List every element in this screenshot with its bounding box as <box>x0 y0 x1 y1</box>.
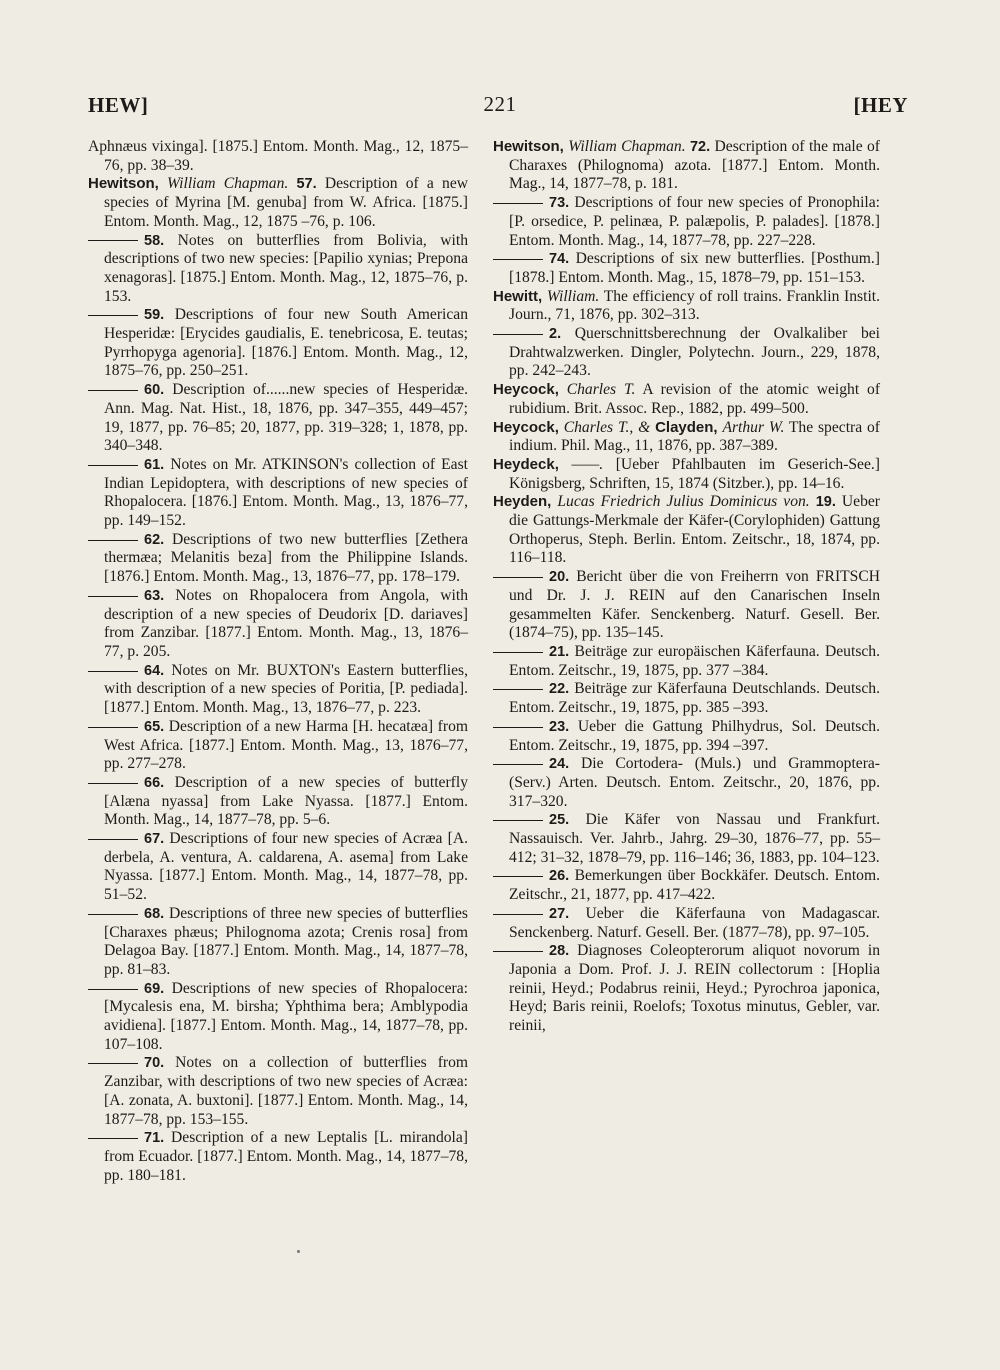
entry-text: Beiträge zur europäischen Käferfauna. Deutsch. Entom. Zeitschr., 19, 1875, pp. 377 –384. <box>509 642 880 679</box>
entry-number: 58. <box>144 232 165 249</box>
bibliography-entry <box>88 718 468 774</box>
entry-text: Beiträge zur Käferfauna Deutschlands. Deutsch. Entom. Zeitschr., 19, 1875, pp. 385 –393. <box>509 680 880 717</box>
entry-number: 27. <box>549 905 570 922</box>
entry-text: Die Cortodera- (Muls.) und Grammoptera- (Serv.) Arten. Deutsch. Entom. Zeitschr., 20, 1876, pp. 317–320. <box>509 755 880 810</box>
ditto-dash <box>88 727 138 728</box>
running-head-right: [HEY <box>853 93 908 117</box>
author-name: Heydeck, <box>493 455 559 473</box>
entry-text: Die Käfer von Nassau und Frankfurt. Nassauisch. Ver. Jahrb., Jahrg. 29–30, 1876–77, pp. 55–412; 31–32, 1878–79, pp. 116–146; 36, 1883, pp. 104–123. <box>509 811 880 866</box>
entry-text: Ueber die Gattungs-Merkmale der Käfer-(Corylophiden) Gattung Orthoperus, Steph. Berlin. Entom. Zeitschr., 18, 1874, pp. 116–118. <box>509 493 880 567</box>
entry-text: The efficiency of roll trains. Franklin Instit. Journ., 71, 1876, pp. 302–313. <box>509 287 881 324</box>
entry-text: [Ueber Pfahlbauten im Geserich-See.] Königsberg, Schriften, 15, 1874 (Sitzber.), pp. 14–16. <box>509 455 880 492</box>
entry-text: Notes on Rhopalocera from Angola, with description of a new species of Deudorix [D. dariaves] from Zanzibar. [1877.] Entom. Month. Mag., 13, 1876–77, p. 205. <box>104 586 468 660</box>
entry-number: 23. <box>549 718 570 735</box>
author-given-name: William Chapman. <box>167 175 289 193</box>
bibliography-entry <box>493 493 880 568</box>
entry-number: 61. <box>144 456 165 473</box>
ditto-dash <box>88 839 138 840</box>
entry-text: Description of a new species of butterfly [Alæna nyassa] from Lake Nyassa. [1877.] Entom. Month. Mag., 14, 1877–78, pp. 5–6. <box>104 773 468 829</box>
coauthor-name: Clayden, <box>655 418 718 436</box>
bibliography-entry <box>88 774 468 830</box>
bibliography-entry <box>88 587 468 662</box>
entry-text: Aphnæus vixinga]. [1875.] Entom. Month. Mag., 12, 1875–76, pp. 38–39. <box>88 138 468 174</box>
entry-text: Querschnittsberechnung der Ovalkaliber bei Drahtwalzwerken. Dingler, Polytechn. Journ., 229, 1878, pp. 242–243. <box>509 325 880 380</box>
ditto-dash <box>88 783 138 784</box>
ditto-dash <box>88 1063 138 1064</box>
ditto-dash <box>493 951 543 952</box>
bibliography-entry <box>493 680 880 717</box>
entry-text: Bemerkungen über Bockkäfer. Deutsch. Entom. Zeitschr., 21, 1877, pp. 417–422. <box>509 867 880 904</box>
bibliography-entry <box>88 232 468 307</box>
ditto-dash <box>493 820 543 821</box>
ditto-dash <box>88 465 138 466</box>
right-column <box>493 138 880 1036</box>
ditto-dash <box>493 689 543 690</box>
author-name: Heycock, <box>493 381 559 399</box>
bibliography-entry <box>88 1054 468 1129</box>
entry-text: Diagnoses Coleopterorum aliquot novorum in Japonia a Dom. Prof. J. J. REIN collectorum : [Hoplia reinii, Heyd.; Podabrus reinii, Heyd.; Pyrochroa japonica, Heyd; Baris reinii, Roelofs; Toxotus minutus, Gebler, var. reinii, <box>509 942 880 1035</box>
ditto-dash <box>493 764 543 765</box>
ditto-dash <box>493 876 543 877</box>
bibliography-entry <box>493 419 880 456</box>
entry-text: Ueber die Gattung Philhydrus, Sol. Deutsch. Entom. Zeitschr., 19, 1875, pp. 394 –397. <box>509 717 880 754</box>
entry-number: 59. <box>144 307 165 324</box>
author-given-name: William Chapman. <box>568 138 686 155</box>
author-given-name: William. <box>546 287 600 305</box>
bibliography-entry <box>88 531 468 587</box>
author-given-name: Lucas Friedrich Julius Dominicus von. <box>557 493 810 511</box>
bibliography-entry <box>493 811 880 867</box>
author-given-name: Charles T., & <box>563 418 656 436</box>
ditto-dash <box>88 1138 138 1139</box>
bibliography-entry <box>88 456 468 531</box>
entry-number: 2. <box>549 326 562 343</box>
entry-text: Descriptions of three new species of butterflies [Charaxes phæus; Philognoma azota; Crenis rosa] from Delagoa Bay. [1877.] Entom. Month. Mag., 14, 1877–78, pp. 81–83. <box>104 904 468 978</box>
ditto-dash <box>493 203 543 204</box>
entry-number: 57. <box>296 176 317 193</box>
entry-number: 71. <box>144 1130 165 1147</box>
entry-number: 26. <box>549 868 570 885</box>
entry-text: Description of......new species of Hesperidæ. Ann. Mag. Nat. Hist., 18, 1876, pp. 347–355, 449–457; 19, 1877, pp. 76–85; 20, 1877, pp. 319–328; 1, 1878, pp. 340–348. <box>104 381 468 455</box>
author-given-name: Charles T. <box>566 381 636 399</box>
bibliography-entry <box>88 175 468 231</box>
bibliography-entry <box>493 643 880 680</box>
entry-text: Descriptions of four new South American Hesperidæ: [Erycides gaudialis, E. tenebricosa, E. teutas; Pyrrhopyga agenoria]. [1876.] Entom. Month. Mag., 12, 1875–76, pp. 250–251. <box>104 306 468 380</box>
bibliography-entry <box>88 980 468 1055</box>
entry-number: 66. <box>144 774 165 791</box>
entry-number: 67. <box>144 831 165 848</box>
running-head-left: HEW] <box>88 93 149 117</box>
ditto-dash <box>493 334 543 335</box>
entry-text: Description of a new Harma [H. hecatæa] from West Africa. [1877.] Entom. Month. Mag., 13, 1876–77, pp. 277–278. <box>104 717 468 773</box>
entry-number: 25. <box>549 812 570 829</box>
bibliography-entry <box>88 1129 468 1185</box>
bibliography-entry <box>493 250 880 287</box>
entry-number: 22. <box>549 681 570 698</box>
entry-number: 72. <box>689 139 711 155</box>
author-name: Heyden, <box>493 493 552 511</box>
author-name: Heycock, <box>493 418 559 436</box>
entry-text: Descriptions of four new species of Acræa [A. derbela, A. ventura, A. caldarena, A. asema] from Lake Nyassa. [1877.] Entom. Month. Mag., 14, 1877–78, pp. 51–52. <box>104 830 468 904</box>
bibliography-entry <box>493 905 880 942</box>
bibliography-entry <box>493 381 880 418</box>
ditto-dash <box>88 989 138 990</box>
entry-number: 19. <box>815 494 836 511</box>
entry-number: 20. <box>549 569 570 586</box>
entry-text: Description of a new species of Myrina [M. genuba] from W. Africa. [1875.] Entom. Month. Mag., 12, 1875 –76, p. 106. <box>104 175 469 230</box>
ditto-dash <box>88 390 138 391</box>
bibliography-entry <box>493 456 880 493</box>
ditto-dash <box>493 652 543 653</box>
bibliography-entry <box>88 830 468 905</box>
bibliography-entry <box>493 194 880 250</box>
entry-text: Ueber die Käferfauna von Madagascar. Senckenberg. Naturf. Gesell. Ber. (1877–78), pp. 97–105. <box>509 904 880 941</box>
bibliography-entry <box>493 325 880 381</box>
bibliography-entry <box>88 905 468 980</box>
ditto-dash <box>493 727 543 728</box>
entry-text: Descriptions of four new species of Pronophila: [P. orsedice, P. pelinæa, P. palæpolis, P. palades]. [1878.] Entom. Month. Mag., 14, 1877–78, pp. 227–228. <box>509 194 880 249</box>
bibliography-entry <box>493 138 880 194</box>
entry-text: Descriptions of new species of Rhopalocera: [Mycalesis ena, M. birsha; Yphthima bera; Amblypodia avidiena]. [1877.] Entom. Month. Mag., 14, 1877–78, pp. 107–108. <box>104 979 468 1053</box>
entry-text: Notes on Mr. ATKINSON's collection of East Indian Lepidoptera, with descriptions of new species of Rhopalocera. [1876.] Entom. Month. Mag., 13, 1876–77, pp. 149–152. <box>104 455 468 530</box>
page-speck <box>297 1250 300 1253</box>
entry-number: 28. <box>549 943 570 960</box>
author-name: Hewitson, <box>493 138 564 155</box>
bibliography-entry <box>88 381 468 456</box>
entry-text: Description of the male of Charaxes (Philognoma) azota. [1877.] Entom. Month. Mag., 14, 1877–78, p. 181. <box>509 138 881 193</box>
bibliography-entry <box>493 568 880 643</box>
bibliography-entry <box>493 718 880 755</box>
bibliography-entry <box>88 662 468 718</box>
entry-number: 63. <box>144 587 165 604</box>
page-number: 221 <box>483 92 517 116</box>
bibliography-entry <box>493 288 880 325</box>
bibliography-entry <box>88 138 468 175</box>
ditto-dash <box>88 540 138 541</box>
entry-number: 68. <box>144 905 165 922</box>
entry-number: 24. <box>549 756 570 773</box>
author-name: Hewitt, <box>493 287 543 305</box>
ditto-dash <box>493 577 543 578</box>
ditto-dash <box>88 914 138 915</box>
ditto-dash <box>88 315 138 316</box>
entry-number: 60. <box>144 382 165 399</box>
bibliography-entry <box>493 942 880 1036</box>
entry-number: 21. <box>549 643 570 660</box>
entry-text: Description of a new Leptalis [L. mirandola] from Ecuador. [1877.] Entom. Month. Mag., 14, 1877–78, pp. 180–181. <box>104 1129 469 1184</box>
ditto-dash <box>88 240 138 241</box>
author-given-name: ——. <box>571 455 604 473</box>
entry-number: 65. <box>144 718 165 735</box>
entry-text: Notes on a collection of butterflies from Zanzibar, with descriptions of two new species of Acræa: [A. zonata, A. buxtoni]. [1877.] Entom. Month. Mag., 14, 1877–78, pp. 153–155. <box>104 1054 468 1128</box>
ditto-dash <box>88 671 138 672</box>
coauthor-given-name: Arthur W. <box>722 418 785 436</box>
bibliography-entry <box>493 867 880 904</box>
entry-number: 70. <box>144 1055 165 1072</box>
entry-number: 64. <box>144 662 165 679</box>
bibliography-entry <box>88 306 468 381</box>
entry-text: Descriptions of six new butterflies. [Posthum.] [1878.] Entom. Month. Mag., 15, 1878–79, pp. 151–153. <box>509 250 880 286</box>
entry-text: Notes on Mr. BUXTON's Eastern butterflies, with description of a new species of Poritia, [P. pediada]. [1877.] Entom. Month. Mag., 13, 1876–77, p. 223. <box>104 661 468 717</box>
entry-text: A revision of the atomic weight of rubidium. Brit. Assoc. Rep., 1882, pp. 499–500. <box>509 381 881 417</box>
author-name: Hewitson, <box>88 175 159 193</box>
bibliography-entry <box>493 755 880 811</box>
entry-text: Bericht über die von Freiherrn von FRITSCH und Dr. J. J. REIN auf den Canarischen Inseln gesammelten Käfer. Senckenberg. Naturf. Gesell. Ber. (1874–75), pp. 135–145. <box>509 568 880 642</box>
ditto-dash <box>493 914 543 915</box>
entry-text: The spectra of indium. Phil. Mag., 11, 1876, pp. 387–389. <box>509 418 880 455</box>
ditto-dash <box>493 259 543 260</box>
entry-number: 69. <box>144 980 165 997</box>
entry-text: Descriptions of two new butterflies [Zethera thermæa; Melanitis beza] from the Philippine Islands. [1876.] Entom. Month. Mag., 13, 1876–77, pp. 178–179. <box>104 530 468 586</box>
ditto-dash <box>88 596 138 597</box>
entry-text: Notes on butterflies from Bolivia, with descriptions of two new species: [Papilio xynias; Prepona xenagoras]. [1875.] Entom. Month. Mag., 12, 1875–76, p. 153. <box>104 231 468 305</box>
left-column <box>88 138 468 1185</box>
entry-number: 62. <box>144 531 165 548</box>
entry-number: 73. <box>549 195 570 212</box>
entry-number: 74. <box>549 251 570 268</box>
